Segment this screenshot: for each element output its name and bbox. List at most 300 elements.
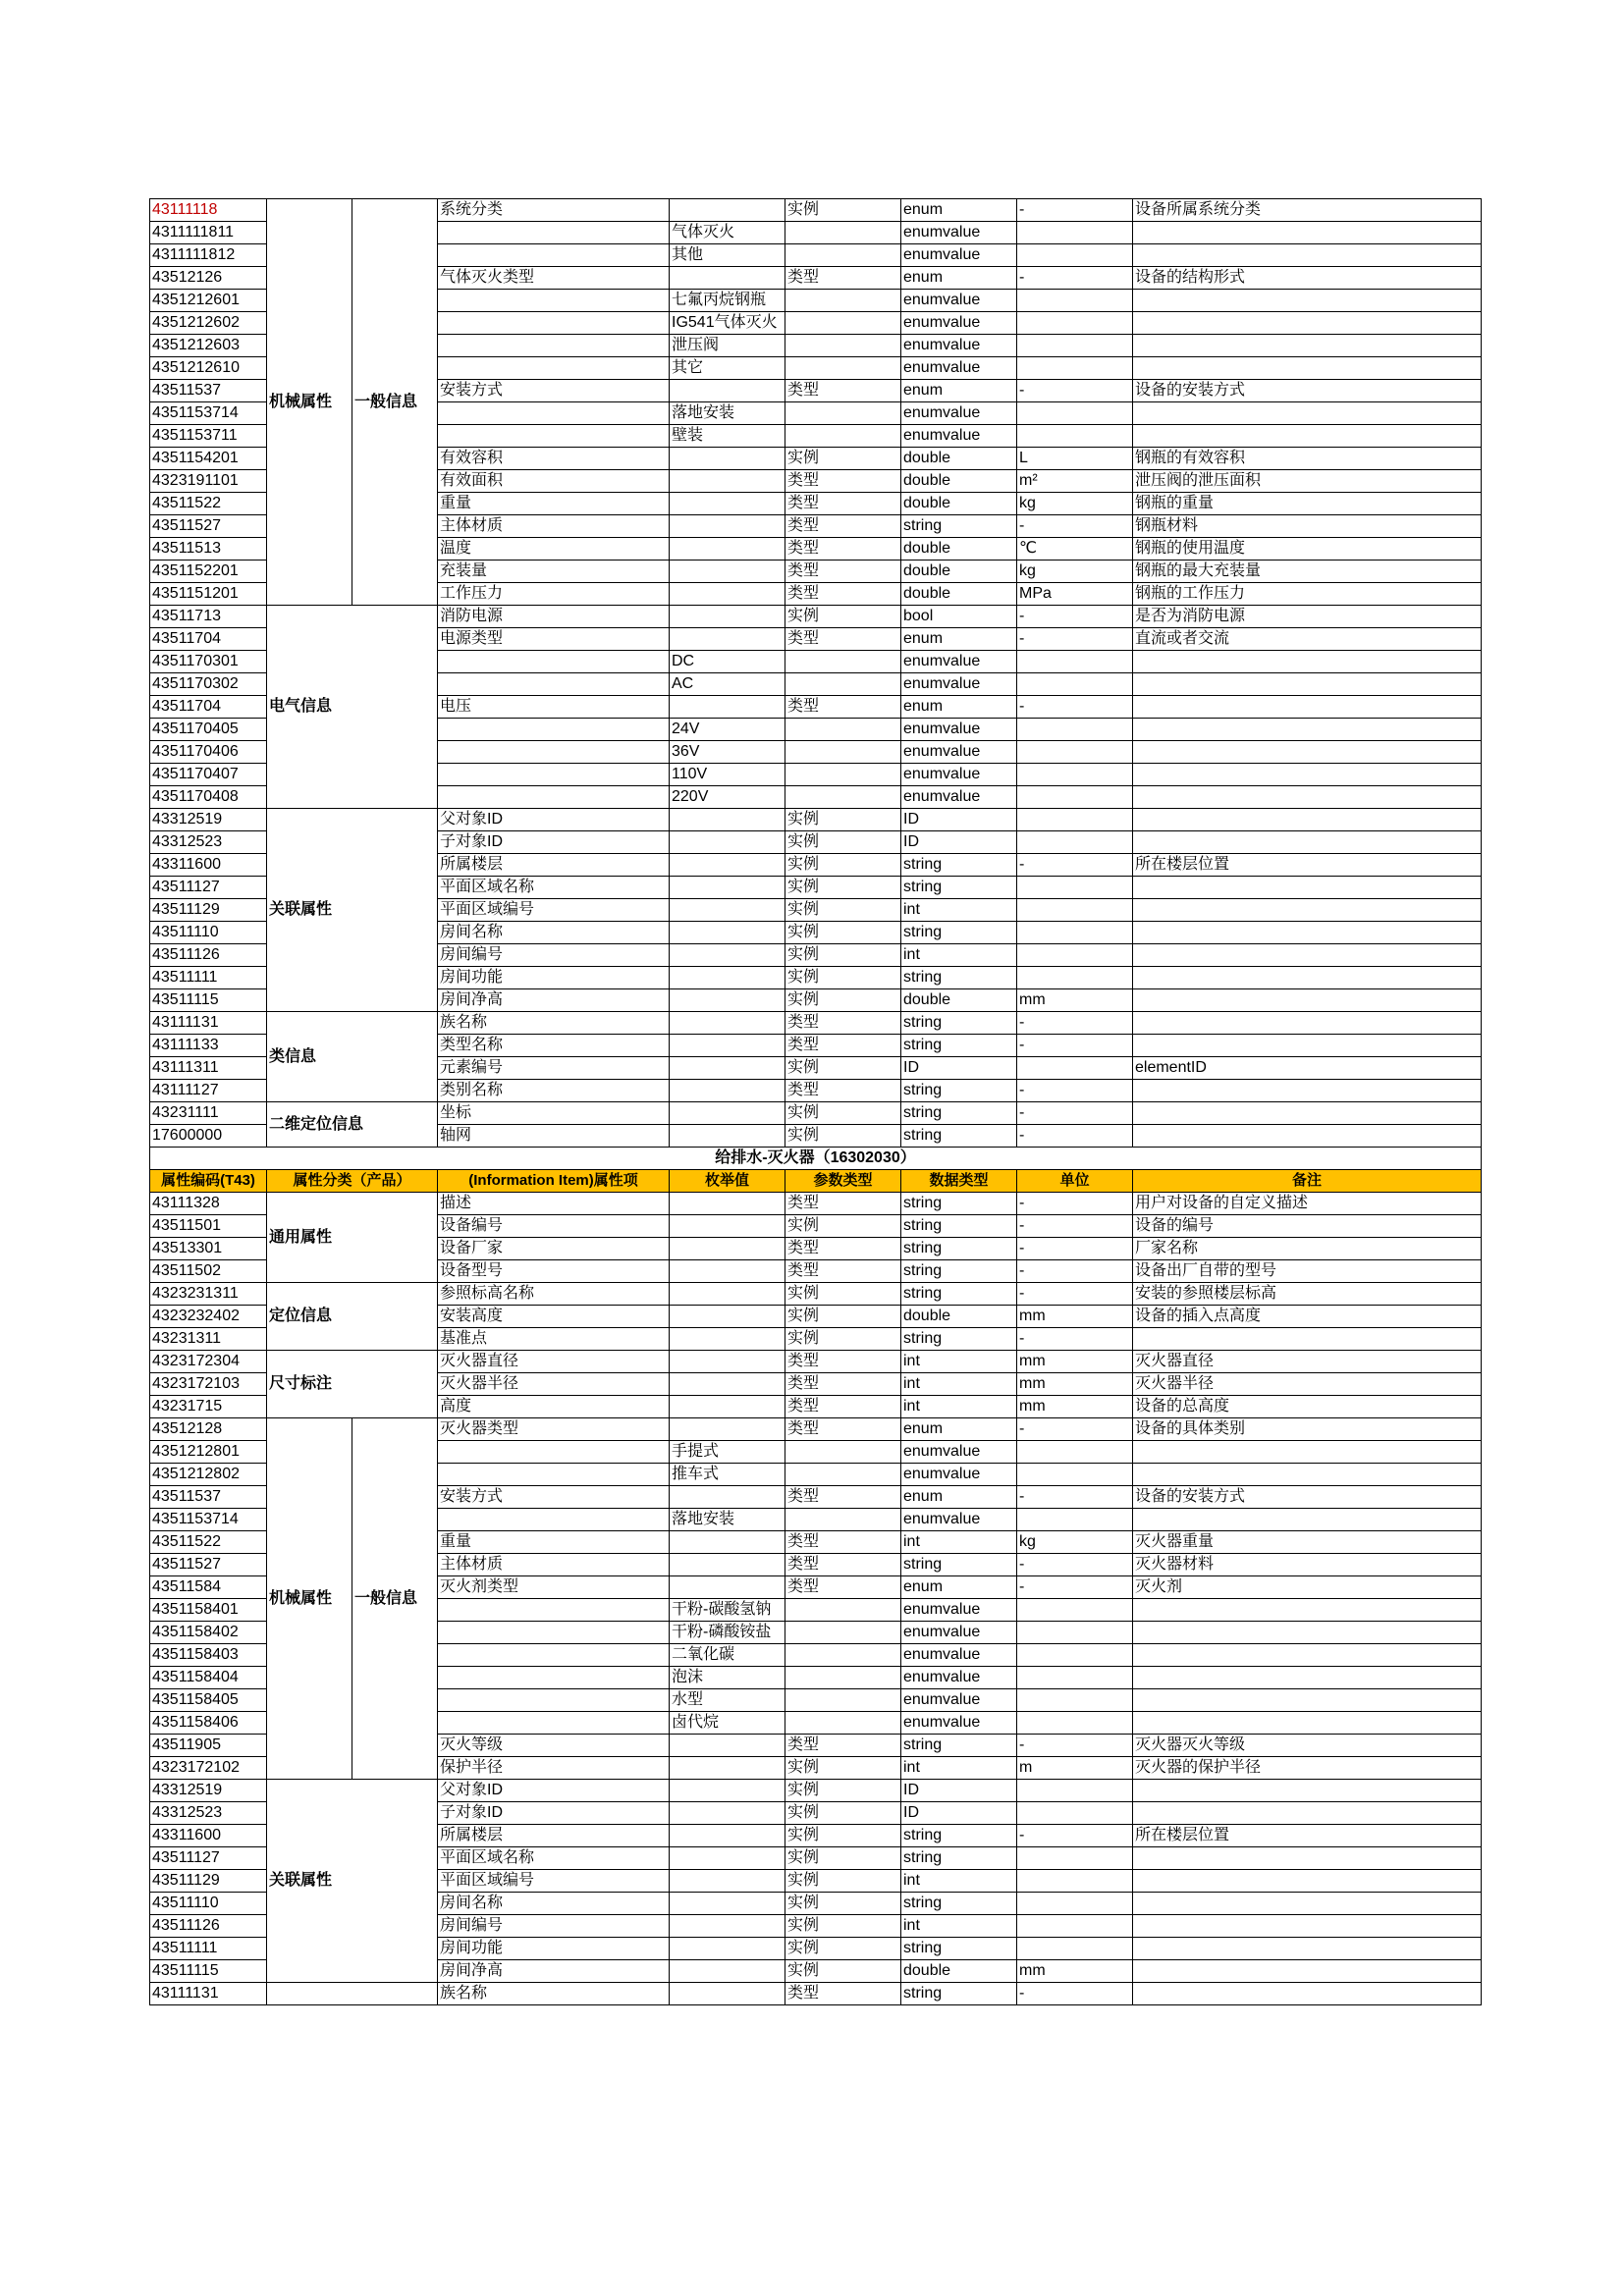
enum-value: 水型 <box>670 1689 785 1712</box>
parameter-type <box>785 1509 901 1531</box>
attribute-code: 43312519 <box>150 1780 267 1802</box>
section-title: 给排水-灭火器（16302030） <box>150 1148 1482 1170</box>
data-type: string <box>901 1125 1017 1148</box>
remark <box>1133 1915 1482 1938</box>
unit <box>1017 1689 1133 1712</box>
remark <box>1133 1599 1482 1622</box>
data-type: string <box>901 1260 1017 1283</box>
data-type: enumvalue <box>901 402 1017 425</box>
parameter-type: 类型 <box>785 1260 901 1283</box>
parameter-type: 实例 <box>785 1102 901 1125</box>
property-name <box>438 673 670 696</box>
remark <box>1133 1509 1482 1531</box>
category-cell: 电气信息 <box>267 606 438 809</box>
data-type: double <box>901 538 1017 561</box>
attribute-code: 43513301 <box>150 1238 267 1260</box>
data-type: ID <box>901 1780 1017 1802</box>
property-name <box>438 719 670 741</box>
unit: - <box>1017 515 1133 538</box>
unit: mm <box>1017 1396 1133 1418</box>
attribute-code: 43511713 <box>150 606 267 628</box>
parameter-type: 类型 <box>785 380 901 402</box>
remark: 设备的安装方式 <box>1133 1486 1482 1509</box>
parameter-type <box>785 1464 901 1486</box>
table-row <box>150 1012 1482 1035</box>
enum-value <box>670 696 785 719</box>
property-name: 所属楼层 <box>438 1825 670 1847</box>
property-name: 主体材质 <box>438 515 670 538</box>
property-name: 灭火等级 <box>438 1735 670 1757</box>
category-cell: 尺寸标注 <box>267 1351 438 1418</box>
enum-value <box>670 1802 785 1825</box>
remark <box>1133 1712 1482 1735</box>
remark <box>1133 922 1482 944</box>
unit: ℃ <box>1017 538 1133 561</box>
property-name: 平面区域名称 <box>438 1847 670 1870</box>
property-name <box>438 290 670 312</box>
parameter-type: 类型 <box>785 1418 901 1441</box>
attribute-code: 43511584 <box>150 1576 267 1599</box>
remark: 设备的插入点高度 <box>1133 1306 1482 1328</box>
remark <box>1133 1035 1482 1057</box>
data-type: string <box>901 1238 1017 1260</box>
data-type: double <box>901 448 1017 470</box>
unit <box>1017 1622 1133 1644</box>
enum-value <box>670 1238 785 1260</box>
remark: 设备的总高度 <box>1133 1396 1482 1418</box>
property-name: 父对象ID <box>438 1780 670 1802</box>
parameter-type: 类型 <box>785 1396 901 1418</box>
remark <box>1133 989 1482 1012</box>
attribute-code: 4351158401 <box>150 1599 267 1622</box>
unit <box>1017 1780 1133 1802</box>
parameter-type: 类型 <box>785 493 901 515</box>
property-name <box>438 1712 670 1735</box>
unit <box>1017 764 1133 786</box>
property-name: 房间功能 <box>438 967 670 989</box>
parameter-type: 类型 <box>785 583 901 606</box>
unit: - <box>1017 1080 1133 1102</box>
property-name: 坐标 <box>438 1102 670 1125</box>
parameter-type: 实例 <box>785 448 901 470</box>
attribute-code: 43511501 <box>150 1215 267 1238</box>
parameter-type <box>785 312 901 335</box>
property-name <box>438 1644 670 1667</box>
data-type: int <box>901 1757 1017 1780</box>
attribute-code: 43511126 <box>150 1915 267 1938</box>
parameter-type: 类型 <box>785 267 901 290</box>
parameter-type: 实例 <box>785 1283 901 1306</box>
column-header: 属性分类（产品） <box>267 1170 438 1193</box>
remark <box>1133 244 1482 267</box>
parameter-type: 实例 <box>785 1870 901 1893</box>
enum-value <box>670 1531 785 1554</box>
property-name <box>438 786 670 809</box>
enum-value <box>670 899 785 922</box>
property-name: 电压 <box>438 696 670 719</box>
property-name: 子对象ID <box>438 1802 670 1825</box>
table-row <box>150 1983 1482 2005</box>
property-name: 房间编号 <box>438 1915 670 1938</box>
parameter-type: 实例 <box>785 1215 901 1238</box>
unit <box>1017 222 1133 244</box>
parameter-type: 实例 <box>785 1780 901 1802</box>
column-header: 备注 <box>1133 1170 1482 1193</box>
attribute-code: 4351212801 <box>150 1441 267 1464</box>
unit <box>1017 1599 1133 1622</box>
enum-value <box>670 1373 785 1396</box>
attribute-code: 4323191101 <box>150 470 267 493</box>
enum-value <box>670 1418 785 1441</box>
remark: 厂家名称 <box>1133 1238 1482 1260</box>
parameter-type <box>785 786 901 809</box>
unit <box>1017 335 1133 357</box>
property-name: 重量 <box>438 493 670 515</box>
attribute-code: 4351170302 <box>150 673 267 696</box>
parameter-type: 实例 <box>785 809 901 831</box>
enum-value: 卤代烷 <box>670 1712 785 1735</box>
enum-value <box>670 1893 785 1915</box>
unit <box>1017 425 1133 448</box>
attribute-code: 43111118 <box>150 199 267 222</box>
property-name <box>438 1599 670 1622</box>
parameter-type: 类型 <box>785 1486 901 1509</box>
enum-value <box>670 1960 785 1983</box>
enum-value <box>670 1035 785 1057</box>
table-row <box>150 1283 1482 1306</box>
remark <box>1133 1960 1482 1983</box>
remark <box>1133 786 1482 809</box>
enum-value <box>670 831 785 854</box>
attribute-code: 4351158405 <box>150 1689 267 1712</box>
unit: L <box>1017 448 1133 470</box>
data-type: double <box>901 561 1017 583</box>
enum-value <box>670 538 785 561</box>
data-type: string <box>901 1847 1017 1870</box>
enum-value: 落地安装 <box>670 402 785 425</box>
data-type: enumvalue <box>901 1689 1017 1712</box>
attribute-code: 43511110 <box>150 922 267 944</box>
parameter-type <box>785 673 901 696</box>
remark: 所在楼层位置 <box>1133 854 1482 877</box>
enum-value: 其他 <box>670 244 785 267</box>
unit <box>1017 1464 1133 1486</box>
unit <box>1017 1870 1133 1893</box>
attribute-code: 43511115 <box>150 989 267 1012</box>
unit: - <box>1017 1735 1133 1757</box>
attribute-code: 43511127 <box>150 877 267 899</box>
attribute-code: 43511513 <box>150 538 267 561</box>
enum-value <box>670 1780 785 1802</box>
data-type: enumvalue <box>901 719 1017 741</box>
attribute-code: 4323231311 <box>150 1283 267 1306</box>
unit: - <box>1017 1554 1133 1576</box>
parameter-type: 类型 <box>785 1012 901 1035</box>
enum-value <box>670 606 785 628</box>
data-type: enumvalue <box>901 764 1017 786</box>
parameter-type <box>785 1441 901 1464</box>
data-type: string <box>901 1215 1017 1238</box>
data-type: enum <box>901 1418 1017 1441</box>
attribute-code: 43511704 <box>150 628 267 651</box>
property-name: 气体灭火类型 <box>438 267 670 290</box>
enum-value: 七氟丙烷钢瓶 <box>670 290 785 312</box>
parameter-type <box>785 741 901 764</box>
attribute-code: 4351158406 <box>150 1712 267 1735</box>
parameter-type: 实例 <box>785 199 901 222</box>
attribute-code: 43511111 <box>150 1938 267 1960</box>
data-type: int <box>901 1531 1017 1554</box>
property-name: 族名称 <box>438 1012 670 1035</box>
parameter-type: 类型 <box>785 696 901 719</box>
remark <box>1133 831 1482 854</box>
data-type: string <box>901 922 1017 944</box>
remark: 钢瓶的工作压力 <box>1133 583 1482 606</box>
table-row <box>150 199 1482 222</box>
data-type: ID <box>901 809 1017 831</box>
enum-value: 干粉-碳酸氢钠 <box>670 1599 785 1622</box>
enum-value <box>670 1080 785 1102</box>
remark: 设备出厂自带的型号 <box>1133 1260 1482 1283</box>
enum-value <box>670 1125 785 1148</box>
parameter-type: 实例 <box>785 877 901 899</box>
unit: - <box>1017 1328 1133 1351</box>
unit: - <box>1017 267 1133 290</box>
unit: - <box>1017 1215 1133 1238</box>
enum-value <box>670 1215 785 1238</box>
parameter-type: 类型 <box>785 1531 901 1554</box>
attribute-code: 43511527 <box>150 1554 267 1576</box>
unit: mm <box>1017 1351 1133 1373</box>
unit: mm <box>1017 1960 1133 1983</box>
parameter-type: 实例 <box>785 989 901 1012</box>
attribute-code: 4323172103 <box>150 1373 267 1396</box>
data-type: double <box>901 470 1017 493</box>
property-name <box>438 402 670 425</box>
enum-value: AC <box>670 673 785 696</box>
parameter-type <box>785 1667 901 1689</box>
parameter-type: 类型 <box>785 1554 901 1576</box>
property-name: 类别名称 <box>438 1080 670 1102</box>
parameter-type: 实例 <box>785 854 901 877</box>
attribute-code: 4351170301 <box>150 651 267 673</box>
unit <box>1017 673 1133 696</box>
attribute-code: 43511110 <box>150 1893 267 1915</box>
attribute-code: 43511527 <box>150 515 267 538</box>
attribute-code: 43511704 <box>150 696 267 719</box>
attribute-code: 43111131 <box>150 1012 267 1035</box>
attribute-code: 4351153714 <box>150 1509 267 1531</box>
parameter-type: 实例 <box>785 1125 901 1148</box>
property-name: 充装量 <box>438 561 670 583</box>
property-name: 房间编号 <box>438 944 670 967</box>
attribute-code: 43231715 <box>150 1396 267 1418</box>
data-type: enumvalue <box>901 1464 1017 1486</box>
remark <box>1133 1441 1482 1464</box>
attribute-code: 4323172102 <box>150 1757 267 1780</box>
column-header: 枚举值 <box>670 1170 785 1193</box>
data-type: string <box>901 1983 1017 2005</box>
enum-value: DC <box>670 651 785 673</box>
attribute-code: 43511522 <box>150 493 267 515</box>
remark: 钢瓶的重量 <box>1133 493 1482 515</box>
data-type: enumvalue <box>901 425 1017 448</box>
unit: MPa <box>1017 583 1133 606</box>
enum-value <box>670 1351 785 1373</box>
data-type: string <box>901 1554 1017 1576</box>
unit <box>1017 741 1133 764</box>
subcategory-cell: 一般信息 <box>352 1418 438 1780</box>
enum-value <box>670 1193 785 1215</box>
attribute-code: 43312523 <box>150 1802 267 1825</box>
remark <box>1133 1012 1482 1035</box>
remark <box>1133 877 1482 899</box>
property-name <box>438 1689 670 1712</box>
enum-value <box>670 448 785 470</box>
attribute-code: 43311600 <box>150 854 267 877</box>
data-type: int <box>901 899 1017 922</box>
remark <box>1133 1644 1482 1667</box>
data-type: enum <box>901 696 1017 719</box>
property-name <box>438 357 670 380</box>
remark: 钢瓶材料 <box>1133 515 1482 538</box>
attribute-code: 43111133 <box>150 1035 267 1057</box>
remark <box>1133 1125 1482 1148</box>
property-name: 主体材质 <box>438 1554 670 1576</box>
data-type: string <box>901 1893 1017 1915</box>
parameter-type <box>785 357 901 380</box>
attribute-code: 4311111812 <box>150 244 267 267</box>
parameter-type: 类型 <box>785 1373 901 1396</box>
data-type: enumvalue <box>901 290 1017 312</box>
remark <box>1133 222 1482 244</box>
enum-value <box>670 967 785 989</box>
attribute-code: 43231311 <box>150 1328 267 1351</box>
column-header: 参数类型 <box>785 1170 901 1193</box>
remark: 设备的编号 <box>1133 1215 1482 1238</box>
parameter-type: 实例 <box>785 1893 901 1915</box>
attribute-code: 4351158403 <box>150 1644 267 1667</box>
data-type: string <box>901 1080 1017 1102</box>
attribute-code: 4351170405 <box>150 719 267 741</box>
data-type: string <box>901 515 1017 538</box>
enum-value <box>670 944 785 967</box>
remark: 灭火器灭火等级 <box>1133 1735 1482 1757</box>
unit: - <box>1017 1125 1133 1148</box>
data-type: enumvalue <box>901 335 1017 357</box>
property-name: 灭火器直径 <box>438 1351 670 1373</box>
parameter-type: 类型 <box>785 1238 901 1260</box>
data-type: int <box>901 1870 1017 1893</box>
unit: - <box>1017 1260 1133 1283</box>
enum-value <box>670 989 785 1012</box>
data-type: string <box>901 1193 1017 1215</box>
unit: - <box>1017 854 1133 877</box>
attribute-code: 43511127 <box>150 1847 267 1870</box>
unit: m² <box>1017 470 1133 493</box>
parameter-type <box>785 1712 901 1735</box>
enum-value <box>670 1328 785 1351</box>
enum-value <box>670 877 785 899</box>
enum-value <box>670 1012 785 1035</box>
parameter-type <box>785 764 901 786</box>
data-type: enumvalue <box>901 1644 1017 1667</box>
data-type: enumvalue <box>901 1599 1017 1622</box>
property-name: 安装方式 <box>438 380 670 402</box>
unit <box>1017 1712 1133 1735</box>
property-name: 房间功能 <box>438 1938 670 1960</box>
table-row <box>150 809 1482 831</box>
data-type: double <box>901 989 1017 1012</box>
property-name: 消防电源 <box>438 606 670 628</box>
enum-value: 气体灭火 <box>670 222 785 244</box>
property-name: 参照标高名称 <box>438 1283 670 1306</box>
remark: 设备的安装方式 <box>1133 380 1482 402</box>
unit: - <box>1017 606 1133 628</box>
attribute-code: 4351212601 <box>150 290 267 312</box>
attribute-code: 4351170407 <box>150 764 267 786</box>
remark <box>1133 696 1482 719</box>
attribute-code: 43512128 <box>150 1418 267 1441</box>
enum-value <box>670 628 785 651</box>
attribute-code: 43311600 <box>150 1825 267 1847</box>
enum-value: 24V <box>670 719 785 741</box>
property-name <box>438 1509 670 1531</box>
unit <box>1017 1057 1133 1080</box>
parameter-type: 实例 <box>785 1802 901 1825</box>
property-name: 灭火器半径 <box>438 1373 670 1396</box>
parameter-type: 类型 <box>785 1576 901 1599</box>
table-row <box>150 1193 1482 1215</box>
section-title-row <box>150 1148 1482 1170</box>
property-name: 重量 <box>438 1531 670 1554</box>
category-cell: 机械属性 <box>267 1418 352 1780</box>
data-type: enumvalue <box>901 222 1017 244</box>
attribute-code: 4351158404 <box>150 1667 267 1689</box>
enum-value <box>670 493 785 515</box>
attribute-code: 43312519 <box>150 809 267 831</box>
property-name: 平面区域名称 <box>438 877 670 899</box>
category-cell: 定位信息 <box>267 1283 438 1351</box>
property-name: 房间名称 <box>438 1893 670 1915</box>
attribute-code: 43511905 <box>150 1735 267 1757</box>
remark: 用户对设备的自定义描述 <box>1133 1193 1482 1215</box>
data-type: int <box>901 944 1017 967</box>
parameter-type: 类型 <box>785 538 901 561</box>
enum-value <box>670 1260 785 1283</box>
remark <box>1133 1689 1482 1712</box>
remark: 泄压阀的泄压面积 <box>1133 470 1482 493</box>
unit: mm <box>1017 1373 1133 1396</box>
remark: 灭火器直径 <box>1133 1351 1482 1373</box>
attribute-code: 4351212603 <box>150 335 267 357</box>
data-type: enumvalue <box>901 1622 1017 1644</box>
unit: - <box>1017 1486 1133 1509</box>
remark: 灭火器重量 <box>1133 1531 1482 1554</box>
data-type: enum <box>901 628 1017 651</box>
data-type: enumvalue <box>901 1441 1017 1464</box>
property-name <box>438 244 670 267</box>
unit <box>1017 357 1133 380</box>
remark <box>1133 1847 1482 1870</box>
property-name: 描述 <box>438 1193 670 1215</box>
enum-value <box>670 561 785 583</box>
attribute-code: 43511129 <box>150 899 267 922</box>
property-name: 类型名称 <box>438 1035 670 1057</box>
attribute-code: 43511129 <box>150 1870 267 1893</box>
column-header: (Information Item)属性项 <box>438 1170 670 1193</box>
data-type: enumvalue <box>901 244 1017 267</box>
